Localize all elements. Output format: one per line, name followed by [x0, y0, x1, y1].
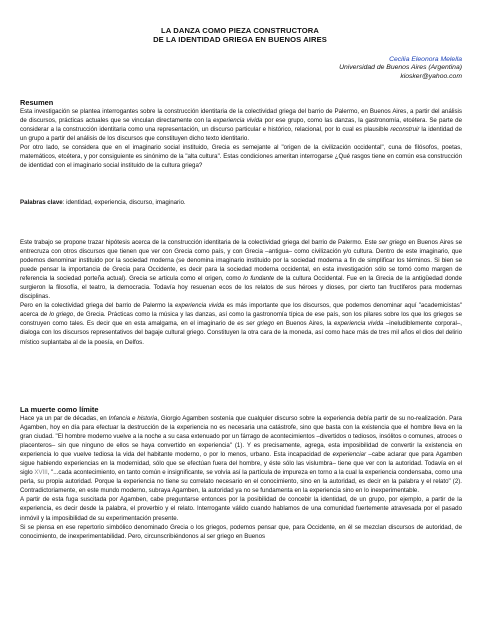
abstract-paragraph-1: Esta investigación se plantea interrogantes sobre la construcción identitaria de la colectividad griega del barrio de Palermo, en Buenos Aires, a partir del análisis de discursos, prácticas actuales que se vinculan directamente con la experiencia vivida por ese grupo, como las danzas, la gastronomía, etcétera. Se parte de considerar a la construcción identitaria como una representación, un discurso particular e histórico, relacional, por lo cual es plausible reconstruir la identidad de un grupo a partir del análisis de los discursos que constituyen dicho texto identitario. [20, 108, 463, 143]
section-heading-muerte: La muerte como límite [20, 405, 99, 414]
author-email[interactable]: kiosker@yahoo.com [400, 72, 462, 80]
abstract-section [20, 98, 462, 170]
author-name: Cecilia Eleonora Melella [389, 56, 462, 63]
title-line-1: LA DANZA COMO PIEZA CONSTRUCTORA [161, 26, 319, 35]
author-block [339, 56, 462, 81]
keywords-section [20, 198, 462, 207]
muerte-paragraph-1: Hace ya un par de décadas, en Infancia e historia, Giorgio Agamben sostenía que cualquier discurso sobre la experiencia debía partir de su no-realización. Para Agamben, hoy en día para efectuar la destrucción de la experiencia no es necesaria una catástrofe, sino que basta con la existencia que el hombre lleva en la gran ciudad. "El hombre moderno vuelve a la noche a su casa extenuado por un fárrago de acontecimientos –divertidos o tediosos, insólitos o comunes, atroces o placenteros– sin que ninguno de ellos se haya convertido en experiencia" (1). Y es precisamente, agrega, esta imposibilidad de convertir la existencia en experiencia lo que vuelve tediosa la vida del habitante moderno, o por lo menos, urbano. Esta incapacidad de experienciar –cabe aclarar que para Agamben sigue habiendo experiencias en la modernidad, sólo que se efectúan fuera del hombre, y éste sólo las vislumbra– tiene que ver con la autoridad. Todavía en el siglo XVIII, "...cada acontecimiento, en tanto común e insignificante, se volvía así la partícula de impureza en torno a la cual la experiencia condensaba, como una perla, su propia autoridad. Porque la experiencia no tiene su correlato necesario en el conocimiento, sino en la autoridad, es decir en la palabra y el relato" (2). Contradictoriamente, en este mundo moderno, subraya Agamben, la autoridad ya no se fundamenta en la experiencia sino en lo inexperimentable. [20, 415, 462, 495]
keywords-label: Palabras clave [20, 199, 63, 206]
title-line-2: DE LA IDENTIDAD GRIEGA EN BUENOS AIRES [153, 35, 327, 44]
introduction-section [20, 238, 462, 347]
title-block [0, 26, 480, 44]
keywords-line [20, 198, 462, 207]
abstract-paragraph-2: Por otro lado, se considera que en el imaginario social instituido, Grecia es semejante al "origen de la civilización occidental", cuna de filósofos, poetas, matemáticos, etcétera, y por consiguiente es sinónimo de la "alta cultura". Estas condiciones ameritan interrogarse ¿Qué rasgos tiene en común esa construcción de identidad con el imaginario social instituido de la cultura griega? [20, 144, 462, 170]
keywords-text: : identidad, experiencia, discurso, imaginario. [62, 199, 186, 206]
abstract-heading: Resumen [20, 98, 54, 107]
muerte-paragraph-3: Si se piensa en ese repertorio simbólico denominado Grecia o los griegos, podemos pensar que, para Occidente, en él se mezclan discursos de autoridad, de conocimiento, de inexperimentabilidad. Pero, circunscribiéndonos al ser griego en Buenos [20, 523, 462, 540]
author-affiliation: Universidad de Buenos Aires (Argentina) [339, 64, 462, 72]
body-paragraph-2: Pero en la colectividad griega del barrio de Palermo la experiencia vivida es más importante que los discursos, que podemos denominar aquí "academicistas" acerca de lo griego, de Grecia. Prácticas como la música y las danzas, así como la gastronomía típica de ese país, son los pilares sobre los que los griegos se construyen como tales. Es decir que en esta amalgama, en el imaginario de es ser griego en Buenos Aires, la experiencia vivida –ineludiblemente corporal–, dialoga con los discursos representativos del bagaje cultural griego. Constituyen la otra cara de la moneda, así como hace más de tres mil años el dios del delirio místico suplantaba al de la poesía, en Delfos. [20, 302, 463, 346]
muerte-paragraph-2: A partir de esta fuga suscitada por Agamben, cabe preguntarse entonces por la posibilidad de concebir la identidad, de un grupo, por ejemplo, a partir de la experiencia, es decir desde la palabra, el proverbio y el relato. Interrogante válido cuando hablamos de una comunidad fuertemente atravesada por el pasado inmóvil y la imposibilidad de su experimentación presente. [20, 496, 462, 522]
death-limit-section [20, 405, 462, 541]
body-paragraph-1: Este trabajo se propone trazar hipótesis acerca de la construcción identitaria de la colectividad griega del barrio de Palermo. Este ser griego en Buenos Aires se entrecruza con otros discursos que tienen que ver con Grecia como país, y con Grecia –antigua– como civilización y/o cultura. Dentro de este imaginario, que podemos denominar instituido por la sociedad moderna (se denomina imaginario instituido por la sociedad moderna a fin de simplificar los términos. Si bien se puede pensar la importancia de Grecia para Occidente, es decir para la sociedad moderna occidental, en esta investigación sólo se tomó como margen de referencia la sociedad porteña actual). Grecia se articula como el origen, como lo fundante de la cultura Occidental. Fue en la Grecia de la antigüedad donde surgieron la filosofía, el teatro, la democracia. Todavía hoy resuenan ecos de los relatos de sus héroes y dioses, por cierto tan fructíferos para modernas disciplinas. [20, 239, 463, 301]
